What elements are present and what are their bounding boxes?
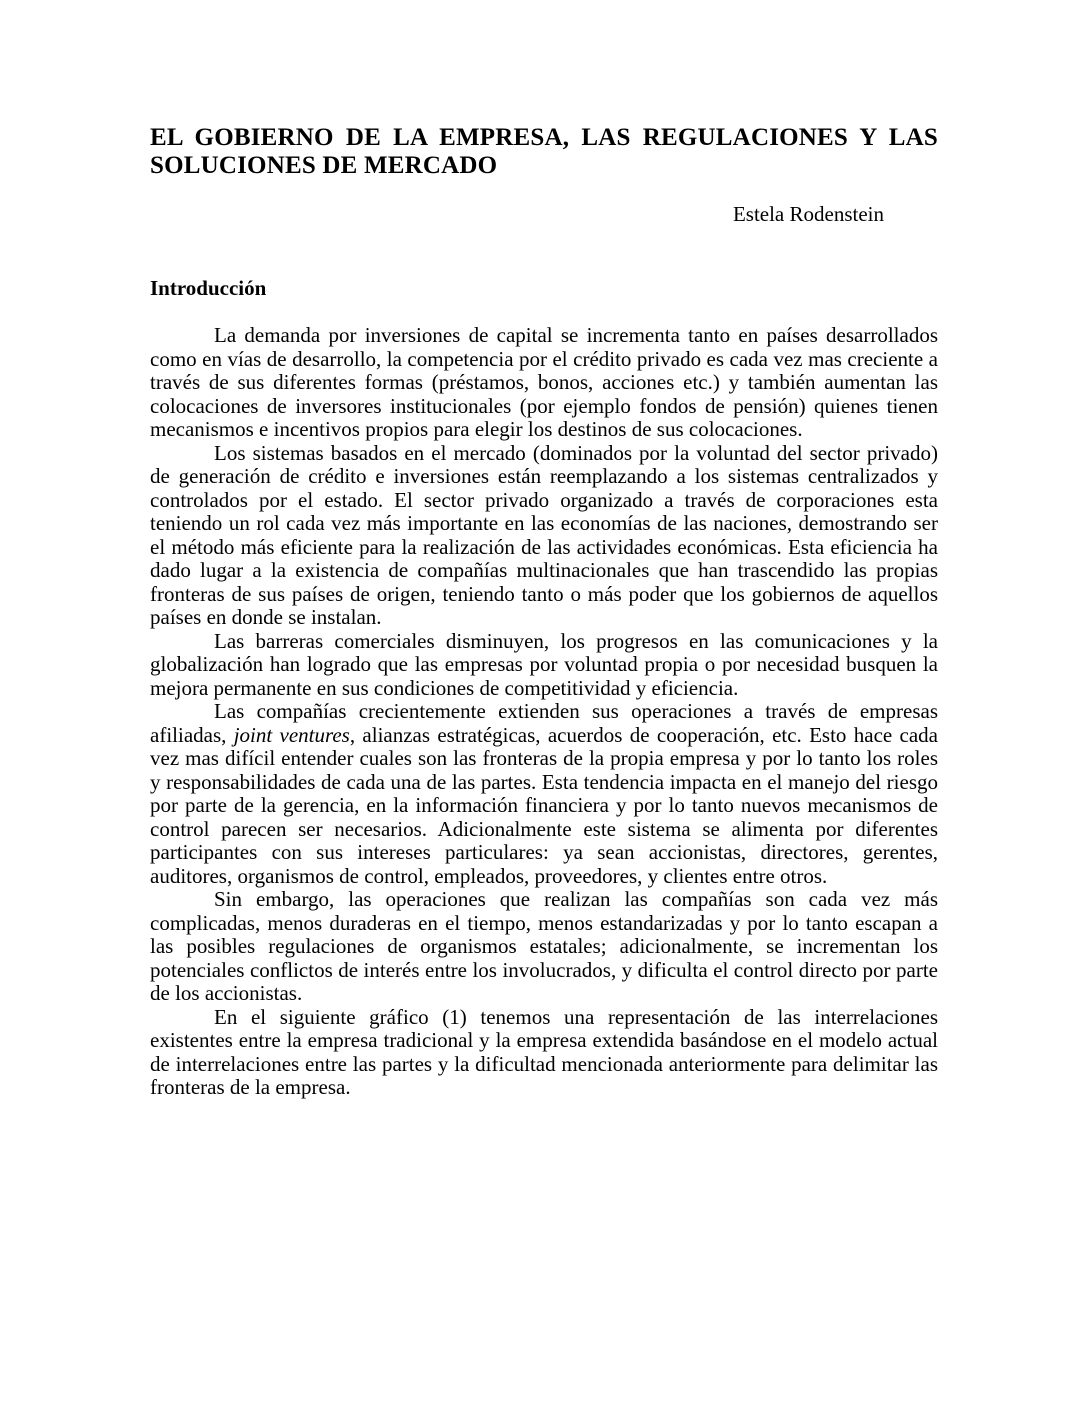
author-byline: Estela Rodenstein: [732, 202, 884, 226]
paragraph: [150, 1006, 938, 1100]
text-run: Las compañías crecientemente extienden sus operaciones a través de empresas afiliadas,: [150, 699, 938, 747]
paragraph: [150, 630, 938, 701]
body-paragraphs: [150, 324, 938, 1100]
paragraph: [150, 442, 938, 630]
text-run: En el siguiente gráfico (1) tenemos una representación de las interrelaciones existentes entre la empresa tradicional y la empresa extendida basándose en el modelo actual de interrelaciones entre las partes y la dificultad mencionada anteriormente para delimitar las fronteras de la empresa.: [150, 1004, 938, 1099]
paragraph: [150, 888, 938, 1006]
paragraph: [150, 700, 938, 888]
document-title: EL GOBIERNO DE LA EMPRESA, LAS REGULACIONES Y LAS SOLUCIONES DE MERCADO: [150, 124, 938, 179]
text-run: Sin embargo, las operaciones que realizan las compañías son cada vez más complicadas, menos duraderas en el tiempo, menos estandarizadas y por lo tanto escapan a las posibles regulaciones de organismos estatales; adicionalmente, se incrementan los potenciales conflictos de interés entre los involucrados, y dificulta el control directo por parte de los accionistas.: [150, 887, 938, 1005]
text-run: La demanda por inversiones de capital se incrementa tanto en países desarrollados como en vías de desarrollo, la competencia por el crédito privado es cada vez mas creciente a través de sus diferentes formas (préstamos, bonos, acciones etc.) y también aumentan las colocaciones de inversores institucionales (por ejemplo fondos de pensión) quienes tienen mecanismos e incentivos propios para elegir los destinos de sus colocaciones.: [150, 323, 938, 441]
text-run: Las barreras comerciales disminuyen, los progresos en las comunicaciones y la globalización han logrado que las empresas por voluntad propia o por necesidad busquen la mejora permanente en sus condiciones de competitividad y eficiencia.: [150, 628, 938, 700]
text-run: , alianzas estratégicas, acuerdos de cooperación, etc. Esto hace cada vez mas difícil entender cuales son las fronteras de la propia empresa y por lo tanto los roles y responsabilidades de cada una de las partes. Esta tendencia impacta en el manejo del riesgo por parte de la gerencia, en la información financiera y por lo tanto nuevos mecanismos de control parecen ser necesarios. Adicionalmente este sistema se alimenta por diferentes participantes con sus intereses particulares: ya sean accionistas, directores, gerentes, auditores, organismos de control, empleados, proveedores, y clientes entre otros.: [150, 722, 938, 888]
text-run: Los sistemas basados en el mercado (dominados por la voluntad del sector privado) de generación de crédito e inversiones están reemplazando a los sistemas centralizados y controlados por el estado. El sector privado organizado a través de corporaciones esta teniendo un rol cada vez más importante en las economías de las naciones, demostrando ser el método más eficiente para la realización de las actividades económicas. Esta eficiencia ha dado lugar a la existencia de compañías multinacionales que han trascendido las propias fronteras de sus países de origen, teniendo tanto o más poder que los gobiernos de aquellos países en donde se instalan.: [150, 440, 938, 629]
italic-text-run: joint ventures: [233, 722, 350, 747]
section-heading-introduction: Introducción: [150, 276, 267, 300]
paragraph: [150, 324, 938, 442]
